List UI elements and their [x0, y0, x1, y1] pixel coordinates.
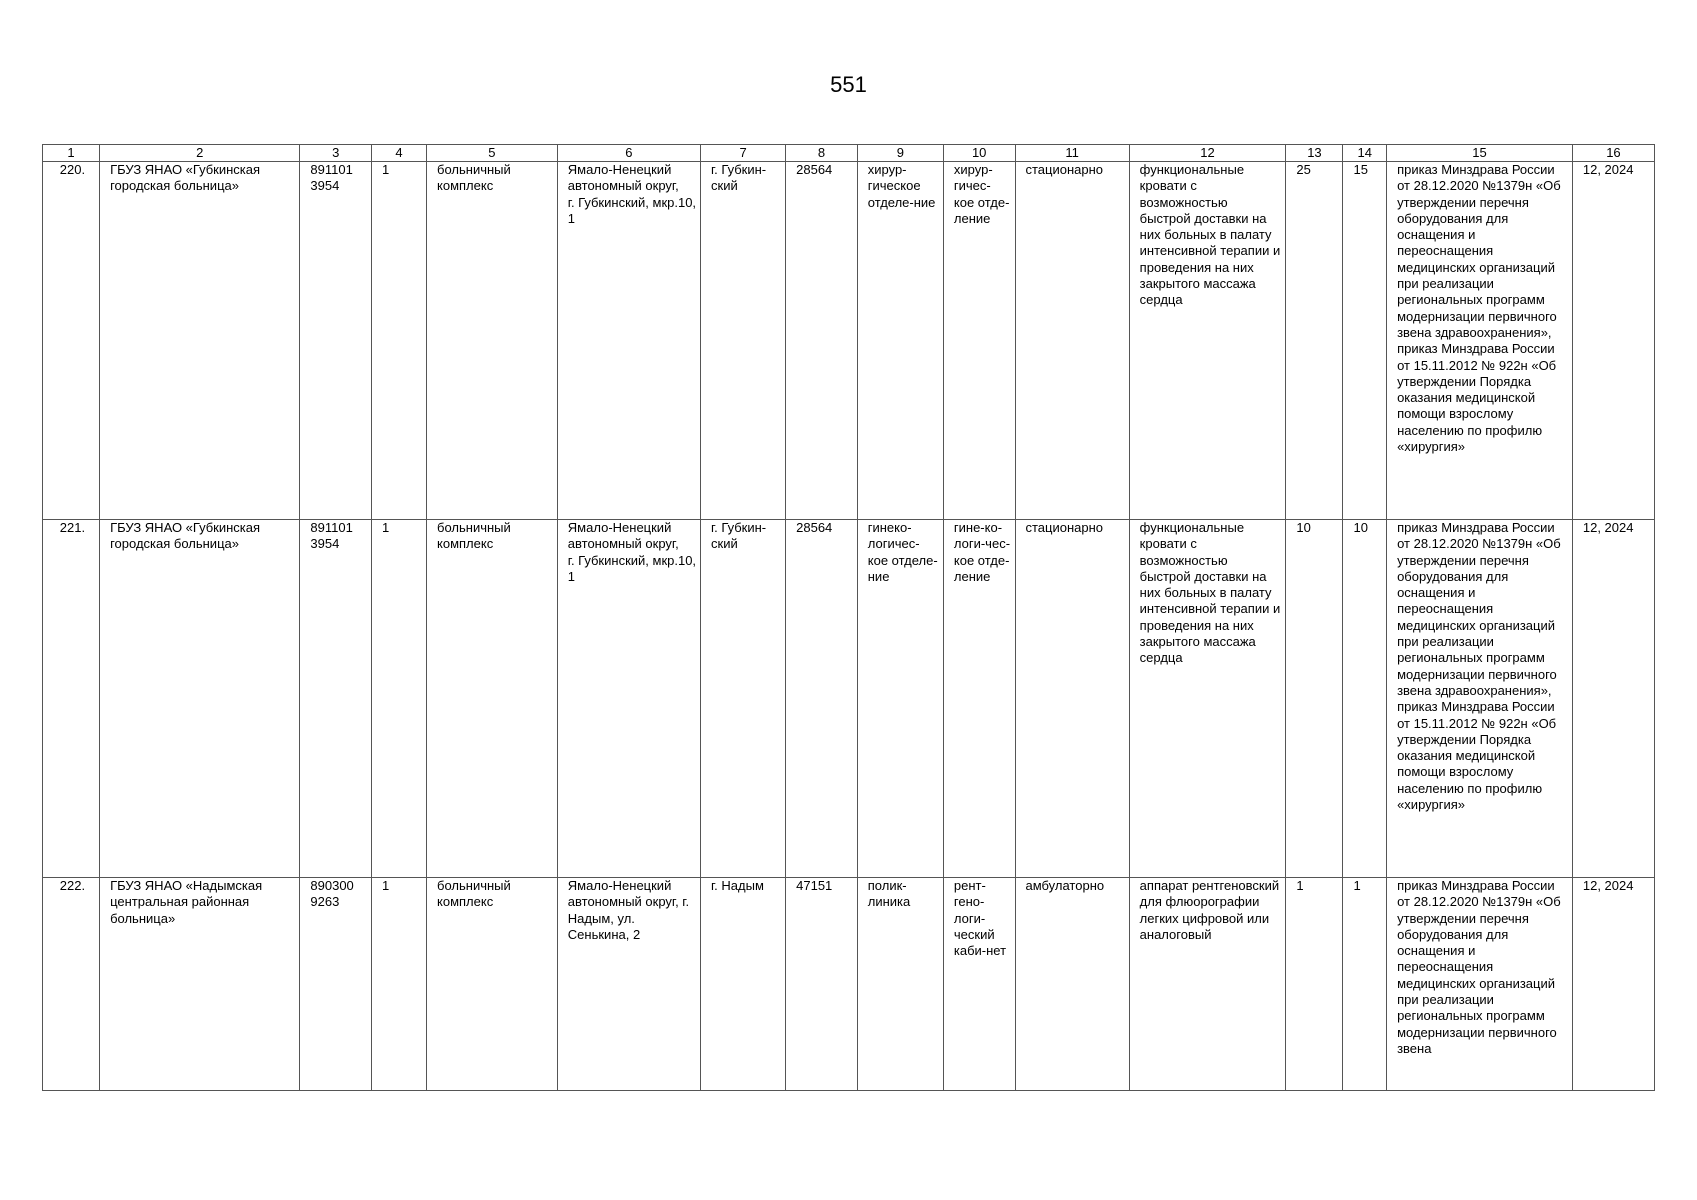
address-cell: Ямало-Ненецкий автономный округ, г. Губкинский, мкр.10, 1 — [557, 520, 700, 878]
row-number-cell: 221. — [43, 520, 100, 878]
registry-table — [42, 144, 1655, 1091]
quantity-cell: 15 — [1343, 162, 1387, 520]
column-header: 14 — [1343, 145, 1387, 162]
column-header: 15 — [1387, 145, 1573, 162]
table-row — [43, 878, 1655, 1091]
row-number-cell: 220. — [43, 162, 100, 520]
period-cell: 12, 2024 — [1572, 878, 1654, 1091]
column-header: 8 — [786, 145, 858, 162]
column-header: 7 — [701, 145, 786, 162]
inn-cell: 890300 9263 — [300, 878, 372, 1091]
column-number-row — [43, 145, 1655, 162]
equipment-cell: аппарат рентгеновский для флюорографии легких цифровой или аналоговый — [1129, 878, 1286, 1091]
code-cell: 28564 — [786, 162, 858, 520]
facility-type-cell: больничный комплекс — [427, 520, 558, 878]
column-header: 4 — [372, 145, 427, 162]
legal-basis-cell: приказ Минздрава России от 28.12.2020 №1379н «Об утверждении перечня оборудования для оснащения и переоснащения медицинских организаций при реализации региональных программ модернизации первичного звена здравоохранения», приказ Минздрава России от 15.11.2012 № 922н «Об утверждении Порядка оказания медицинской помощи взрослому населению по профилю «хирургия» — [1387, 162, 1573, 520]
care-mode-cell: стационарно — [1015, 162, 1129, 520]
column-header: 1 — [43, 145, 100, 162]
table-row — [43, 520, 1655, 878]
facility-type-cell: больничный комплекс — [427, 162, 558, 520]
count-cell: 1 — [372, 162, 427, 520]
quantity-cell: 1 — [1286, 878, 1343, 1091]
column-header: 12 — [1129, 145, 1286, 162]
page-number: 551 — [830, 72, 867, 97]
legal-basis-cell: приказ Минздрава России от 28.12.2020 №1379н «Об утверждении перечня оборудования для оснащения и переоснащения медицинских организаций при реализации региональных программ модернизации первичного звена здравоохранения», приказ Минздрава России от 15.11.2012 № 922н «Об утверждении Порядка оказания медицинской помощи взрослому населению по профилю «хирургия» — [1387, 520, 1573, 878]
organization-cell: ГБУЗ ЯНАО «Губкинская городская больница» — [100, 520, 300, 878]
column-header: 9 — [857, 145, 943, 162]
table-row — [43, 162, 1655, 520]
locality-cell: г. Губкин-ский — [701, 520, 786, 878]
facility-type-cell: больничный комплекс — [427, 878, 558, 1091]
column-header: 5 — [427, 145, 558, 162]
equipment-cell: функциональные кровати с возможностью быстрой доставки на них больных в палату интенсивной терапии и проведения на них закрытого массажа сердца — [1129, 162, 1286, 520]
column-header: 2 — [100, 145, 300, 162]
subunit-cell: хирур-гичес-кое отде-ление — [943, 162, 1015, 520]
count-cell: 1 — [372, 878, 427, 1091]
care-mode-cell: стационарно — [1015, 520, 1129, 878]
quantity-cell: 10 — [1343, 520, 1387, 878]
legal-basis-cell: приказ Минздрава России от 28.12.2020 №1379н «Об утверждении перечня оборудования для оснащения и переоснащения медицинских организаций при реализации региональных программ модернизации первичного звена — [1387, 878, 1573, 1091]
quantity-cell: 1 — [1343, 878, 1387, 1091]
count-cell: 1 — [372, 520, 427, 878]
organization-cell: ГБУЗ ЯНАО «Надымская центральная районная больница» — [100, 878, 300, 1091]
period-cell: 12, 2024 — [1572, 162, 1654, 520]
period-cell: 12, 2024 — [1572, 520, 1654, 878]
column-header: 11 — [1015, 145, 1129, 162]
inn-cell: 891101 3954 — [300, 520, 372, 878]
column-header: 13 — [1286, 145, 1343, 162]
equipment-cell: функциональные кровати с возможностью быстрой доставки на них больных в палату интенсивной терапии и проведения на них закрытого массажа сердца — [1129, 520, 1286, 878]
code-cell: 47151 — [786, 878, 858, 1091]
column-header: 16 — [1572, 145, 1654, 162]
unit-cell: гинеко-логичес-кое отделе-ние — [857, 520, 943, 878]
organization-cell: ГБУЗ ЯНАО «Губкинская городская больница» — [100, 162, 300, 520]
row-number-cell: 222. — [43, 878, 100, 1091]
column-header: 6 — [557, 145, 700, 162]
address-cell: Ямало-Ненецкий автономный округ, г. Надым, ул. Сенькина, 2 — [557, 878, 700, 1091]
locality-cell: г. Надым — [701, 878, 786, 1091]
code-cell: 28564 — [786, 520, 858, 878]
unit-cell: хирур-гическое отделе-ние — [857, 162, 943, 520]
subunit-cell: рент-гено-логи-ческий каби-нет — [943, 878, 1015, 1091]
quantity-cell: 10 — [1286, 520, 1343, 878]
column-header: 3 — [300, 145, 372, 162]
care-mode-cell: амбулаторно — [1015, 878, 1129, 1091]
address-cell: Ямало-Ненецкий автономный округ, г. Губкинский, мкр.10, 1 — [557, 162, 700, 520]
quantity-cell: 25 — [1286, 162, 1343, 520]
inn-cell: 891101 3954 — [300, 162, 372, 520]
subunit-cell: гине-ко-логи-чес-кое отде-ление — [943, 520, 1015, 878]
unit-cell: полик-линика — [857, 878, 943, 1091]
column-header: 10 — [943, 145, 1015, 162]
locality-cell: г. Губкин-ский — [701, 162, 786, 520]
